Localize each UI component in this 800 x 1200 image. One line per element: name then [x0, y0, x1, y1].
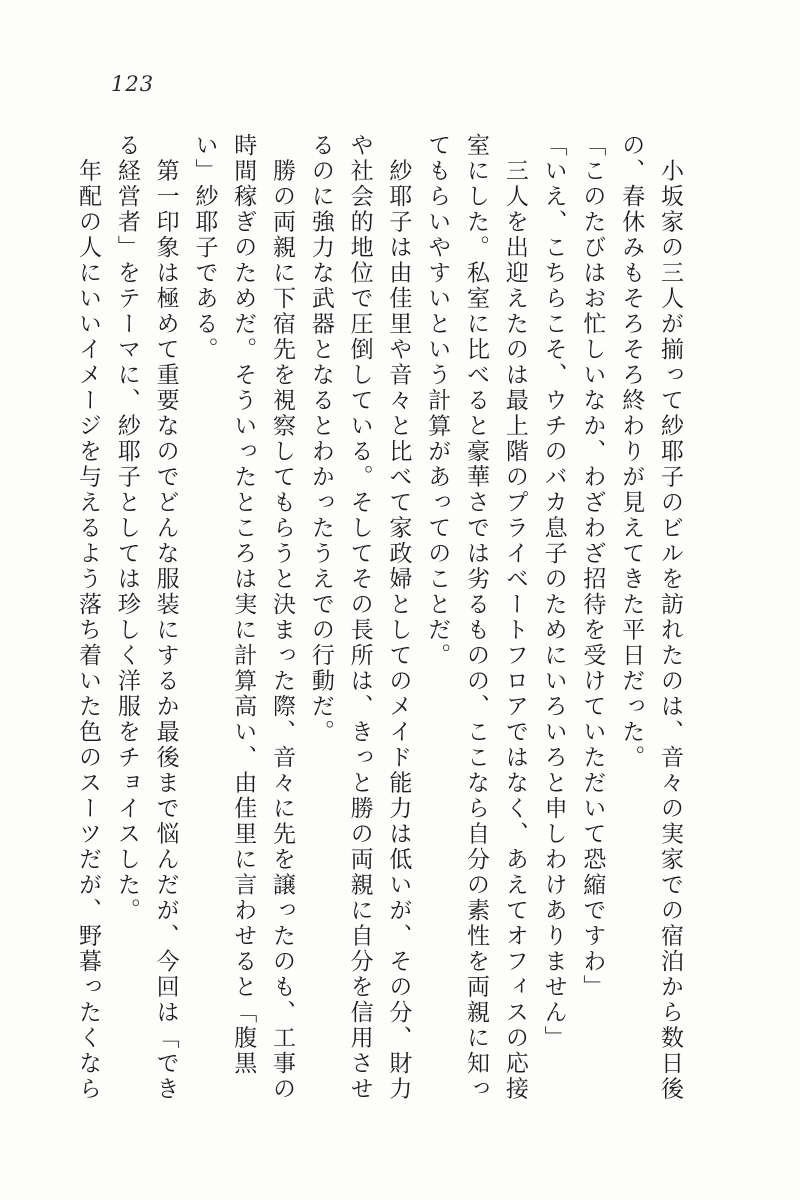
text-line-9: や社会的地位で圧倒している。そしてその長所は、きっと勝の両親に自分を信用させ: [346, 133, 373, 1102]
text-line-15: る経営者」をテーマに、紗耶子としては珍しく洋服をチョイスした。: [113, 133, 140, 924]
text-line-2: の、春休みもそろそろ終わりが見えてきた平日だった。: [618, 133, 645, 771]
text-line-16: 年配の人にいいイメージを与えるよう落ち着いた色のスーツだが、野暮ったくなら: [75, 133, 102, 1102]
text-line-10: るのに強力な武器となるとわかったうえでの行動だ。: [307, 133, 334, 745]
text-line-7: てもらいやすいという計算があってのことだ。: [424, 133, 451, 669]
page-number: 123: [111, 72, 155, 96]
text-line-4: 「いえ、こちらこそ、ウチのバカ息子のためにいろいろと申しわけありません」: [540, 133, 567, 1051]
text-line-8: 紗耶子は由佳里や音々と比べて家政婦としてのメイド能力は低いが、その分、財力: [385, 133, 412, 1102]
text-line-13: い」紗耶子である。: [191, 133, 218, 363]
text-line-3: 「このたびはお忙しいなか、わざわざ招待を受けていただいて恐縮ですわ」: [579, 133, 606, 1000]
text-line-14: 第一印象は極めて重要なのでどんな服装にするか最後まで悩んだが、今回は「でき: [152, 133, 179, 1102]
text-line-11: 勝の両親に下宿先を視察してもらうと決まった際、音々に先を譲ったのも、工事の: [269, 133, 296, 1102]
vertical-text-block: [68, 133, 689, 1108]
text-line-12: 時間稼ぎのためだ。そういったところは実に計算高い、由佳里に言わせると「腹黒: [230, 133, 257, 1077]
text-line-1: 小坂家の三人が揃って紗耶子のビルを訪れたのは、音々の実家での宿泊から数日後: [657, 133, 683, 1102]
text-line-5: 三人を出迎えたのは最上階のプライベートフロアではなく、あえてオフィスの応接: [501, 133, 528, 1102]
text-line-6: 室にした。私室に比べると豪華さでは劣るものの、ここなら自分の素性を両親に知っ: [463, 133, 490, 1102]
